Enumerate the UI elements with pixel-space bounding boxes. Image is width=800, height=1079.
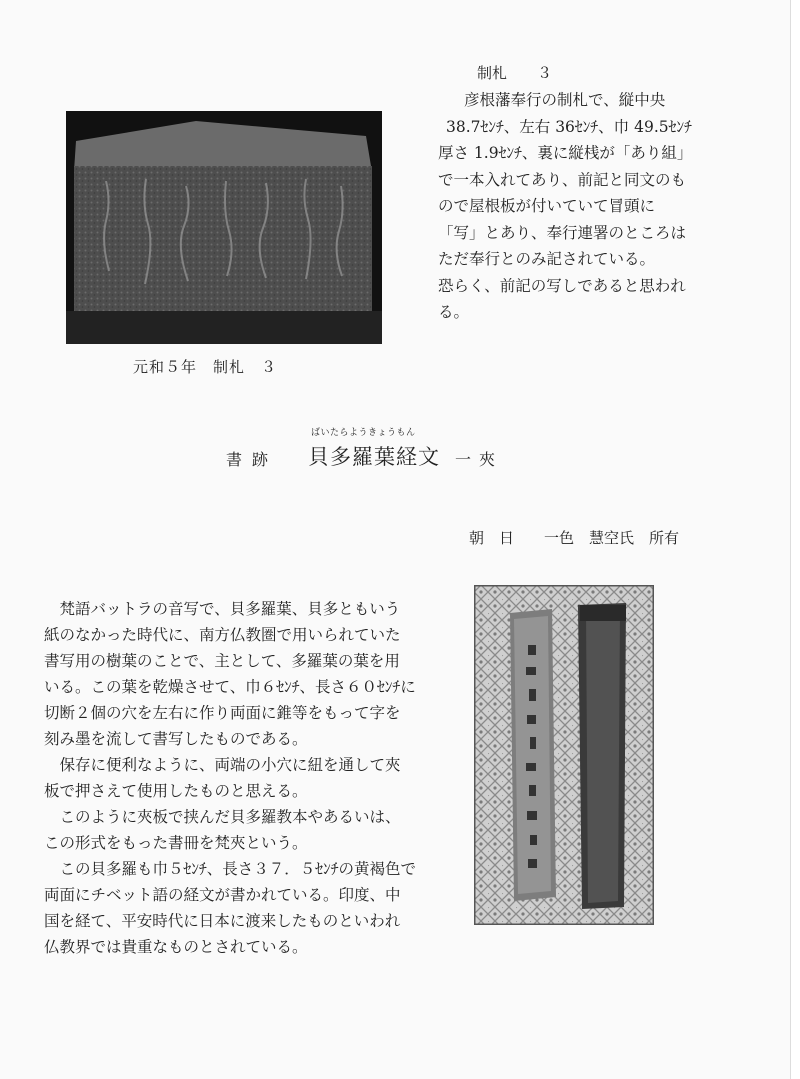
- text-line: 梵語バットラの音写で、貝多羅葉、貝多ともいう: [44, 600, 401, 618]
- text-line: 刻み墨を流して書写したものである。: [44, 730, 308, 748]
- text-line: 紙のなかった時代に、南方仏教圏で用いられていた: [44, 626, 401, 644]
- signboard-photo: [66, 111, 382, 344]
- text-line: 両面にチベット語の経文が書かれている。印度、中: [44, 886, 401, 904]
- text-line: この貝多羅も巾５ｾﾝﾁ、長さ３７．５ｾﾝﾁの黄褐色で: [44, 860, 417, 878]
- title-furigana: ばいたらようきょうもん: [311, 428, 416, 438]
- palm-leaf-description: [44, 596, 444, 960]
- text-line: 「写」とあり、奉行連署のところは: [438, 223, 687, 242]
- item-count: 一夾: [455, 450, 504, 469]
- text-line: 板で押さえて使用したものと思える。: [44, 782, 308, 800]
- palm-leaf-image: [474, 585, 654, 925]
- text-line: で一本入れてあり、前記と同文のも: [438, 170, 687, 189]
- owner-line: 朝 日 一色 慧空氏 所有: [469, 529, 680, 547]
- text-line: いる。この葉を乾燥させて、巾６ｾﾝﾁ、長さ６０ｾﾝﾁに: [44, 678, 416, 696]
- signboard-title: 制札 ３: [477, 64, 553, 82]
- text-line: 保存に便利なように、両端の小穴に紐を通して夾: [44, 756, 401, 774]
- text-line: 恐らく、前記の写しであると思われ: [438, 276, 686, 295]
- signboard-caption: 元和５年 制札 ３: [133, 358, 278, 376]
- text-line: る。: [438, 303, 470, 321]
- section-label: 書跡: [226, 450, 279, 469]
- text-line: 国を経て、平安時代に日本に渡来したものといわれ: [44, 912, 401, 930]
- palm-leaf-right: [578, 603, 626, 909]
- text-line: この形式をもった書冊を梵夾という。: [44, 834, 308, 852]
- text-line: 彦根藩奉行の制札で、縦中央: [464, 91, 666, 109]
- text-line: 厚さ 1.9ｾﾝﾁ、裏に縦桟が「あり組」: [438, 144, 693, 162]
- text-line: 仏教界では貴重なものとされている。: [44, 938, 308, 956]
- text-line: ので屋根板が付いていて冒頭に: [438, 197, 656, 215]
- signboard-description: [438, 87, 728, 326]
- text-line: 38.7ｾﾝﾁ、左右 36ｾﾝﾁ、巾 49.5ｾﾝﾁ: [446, 117, 692, 136]
- text-line: このように夾板で挟んだ貝多羅教本やあるいは、: [44, 808, 401, 826]
- text-line: 書写用の樹葉のことで、主として、多羅葉の葉を用: [44, 652, 400, 670]
- palm-leaf-left: [510, 609, 556, 901]
- section-title: 貝多羅葉経文: [308, 445, 440, 469]
- signboard-image: [66, 111, 382, 344]
- text-line: ただ奉行とのみ記されている。: [438, 250, 656, 268]
- palm-leaf-photo: [474, 585, 654, 925]
- text-line: 切断２個の穴を左右に作り両面に錐等をもって字を: [44, 704, 401, 722]
